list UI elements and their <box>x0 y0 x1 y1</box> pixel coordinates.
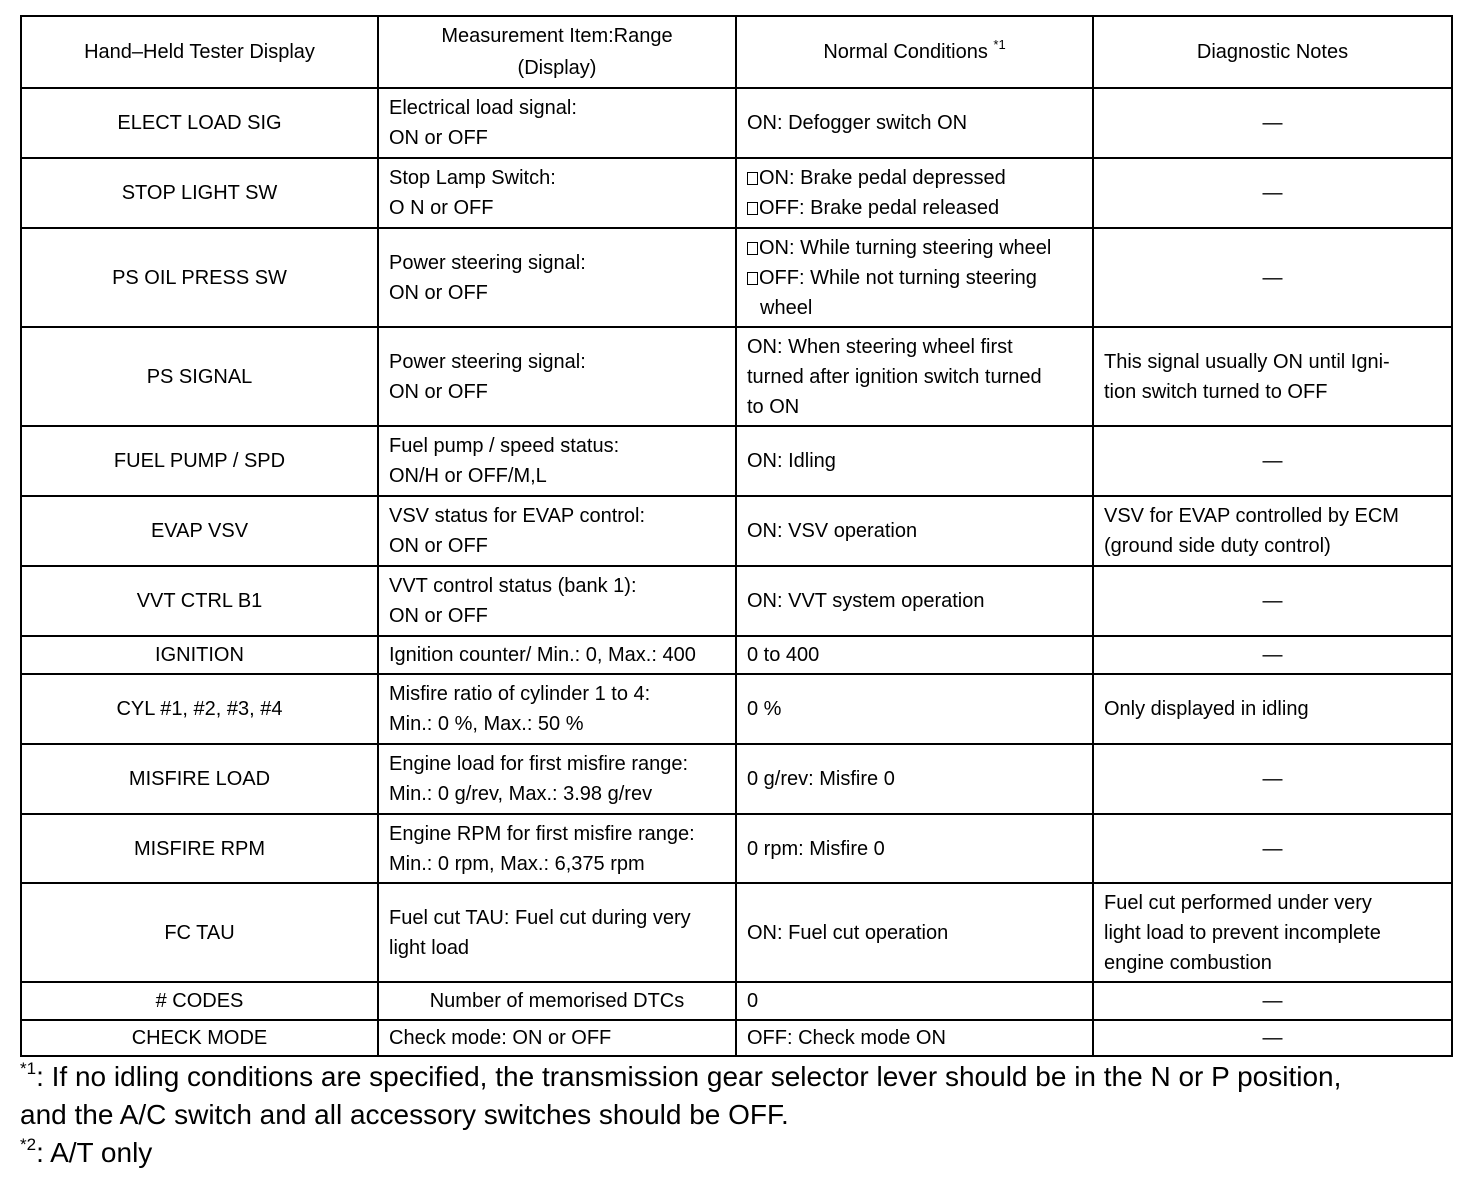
diagnostic-notes-cell: Fuel cut performed under very light load to prevent incomplete engine combustion <box>1093 883 1452 982</box>
diagnostic-notes-cell: — <box>1093 426 1452 496</box>
measurement-item-cell: Power steering signal: ON or OFF <box>378 327 736 426</box>
measurement-item-cell: Fuel pump / speed status: ON/H or OFF/M,L <box>378 426 736 496</box>
header-diagnostic-notes: Diagnostic Notes <box>1093 16 1452 88</box>
normal-conditions-cell: ON: Idling <box>736 426 1093 496</box>
table-row <box>21 496 1452 566</box>
tester-display-cell: STOP LIGHT SW <box>21 158 378 228</box>
footnote-1: $^{*1}$: If no idling conditions are specified, the transmission gear selector lever should be in the N or P position, and the A/C switch and all accessory switches should be OFF. <box>20 1059 1342 1130</box>
tester-display-cell: PS OIL PRESS SW <box>21 228 378 327</box>
table-row <box>21 883 1452 982</box>
table-header-row <box>21 16 1452 88</box>
normal-conditions-cell: ON: While turning steering wheel OFF: While not turning steering wheel <box>736 228 1093 327</box>
diagnostic-notes-cell: — <box>1093 744 1452 814</box>
diagnostic-table <box>20 15 1453 1057</box>
table-row <box>21 566 1452 636</box>
table-row <box>21 636 1452 674</box>
normal-conditions-cell: ON: Brake pedal depressed OFF: Brake pedal released <box>736 158 1093 228</box>
tester-display-cell: MISFIRE RPM <box>21 814 378 883</box>
header-tester-display: Hand–Held Tester Display <box>21 16 378 88</box>
measurement-item-cell: Stop Lamp Switch: O N or OFF <box>378 158 736 228</box>
normal-conditions-cell: 0 to 400 <box>736 636 1093 674</box>
header-measurement-item: Measurement Item:Range (Display) <box>378 16 736 88</box>
diagnostic-notes-cell: — <box>1093 1020 1452 1056</box>
normal-conditions-cell: ON: VVT system operation <box>736 566 1093 636</box>
header-normal-conditions: Normal Conditions $^{*1}$ <box>736 16 1093 88</box>
table-row <box>21 744 1452 814</box>
measurement-item-cell: Power steering signal: ON or OFF <box>378 228 736 327</box>
normal-conditions-cell: OFF: Check mode ON <box>736 1020 1093 1056</box>
table-row <box>21 814 1452 883</box>
table-row <box>21 674 1452 744</box>
normal-conditions-cell: 0 g/rev: Misfire 0 <box>736 744 1093 814</box>
normal-conditions-cell: 0 % <box>736 674 1093 744</box>
tester-display-cell: CHECK MODE <box>21 1020 378 1056</box>
diagnostic-notes-cell: VSV for EVAP controlled by ECM (ground side duty control) <box>1093 496 1452 566</box>
bullet-box-icon <box>747 272 758 285</box>
tester-display-cell: VVT CTRL B1 <box>21 566 378 636</box>
measurement-item-cell: Electrical load signal: ON or OFF <box>378 88 736 158</box>
normal-conditions-cell: ON: VSV operation <box>736 496 1093 566</box>
measurement-item-cell: Engine RPM for first misfire range: Min.: 0 rpm, Max.: 6,375 rpm <box>378 814 736 883</box>
table-row <box>21 426 1452 496</box>
diagnostic-notes-cell: — <box>1093 158 1452 228</box>
diagnostic-notes-cell: — <box>1093 982 1452 1020</box>
footnote-2: $^{*2}$: A/T only <box>20 1135 153 1168</box>
bullet-box-icon <box>747 202 758 215</box>
measurement-item-cell: Ignition counter/ Min.: 0, Max.: 400 <box>378 636 736 674</box>
footnote-ref-1: *1 <box>993 37 1006 52</box>
table-row <box>21 88 1452 158</box>
normal-conditions-cell: ON: Fuel cut operation <box>736 883 1093 982</box>
measurement-item-cell: Fuel cut TAU: Fuel cut during very light load <box>378 883 736 982</box>
diagnostic-notes-cell: — <box>1093 636 1452 674</box>
tester-display-cell: EVAP VSV <box>21 496 378 566</box>
footnote-2-mark: *2 <box>20 1135 37 1154</box>
tester-display-cell: PS SIGNAL <box>21 327 378 426</box>
tester-display-cell: FC TAU <box>21 883 378 982</box>
footnote-1-mark: *1 <box>20 1059 37 1078</box>
measurement-item-cell: Check mode: ON or OFF <box>378 1020 736 1056</box>
tester-display-cell: IGNITION <box>21 636 378 674</box>
table-row <box>21 228 1452 327</box>
diagnostic-notes-cell: — <box>1093 228 1452 327</box>
bullet-box-icon <box>747 172 758 185</box>
measurement-item-cell: VVT control status (bank 1): ON or OFF <box>378 566 736 636</box>
diagnostic-notes-cell: This signal usually ON until Igni- tion switch turned to OFF <box>1093 327 1452 426</box>
measurement-item-cell: Number of memorised DTCs <box>378 982 736 1020</box>
measurement-item-cell: Engine load for first misfire range: Min.: 0 g/rev, Max.: 3.98 g/rev <box>378 744 736 814</box>
tester-display-cell: CYL #1, #2, #3, #4 <box>21 674 378 744</box>
table-row <box>21 327 1452 426</box>
normal-conditions-cell: 0 rpm: Misfire 0 <box>736 814 1093 883</box>
normal-conditions-cell: 0 <box>736 982 1093 1020</box>
normal-conditions-cell: ON: When steering wheel first turned after ignition switch turned to ON <box>736 327 1093 426</box>
normal-conditions-cell: ON: Defogger switch ON <box>736 88 1093 158</box>
footnotes <box>20 1058 1460 1172</box>
tester-display-cell: MISFIRE LOAD <box>21 744 378 814</box>
diagnostic-notes-cell: — <box>1093 88 1452 158</box>
tester-display-cell: # CODES <box>21 982 378 1020</box>
measurement-item-cell: Misfire ratio of cylinder 1 to 4: Min.: 0 %, Max.: 50 % <box>378 674 736 744</box>
diagnostic-notes-cell: — <box>1093 814 1452 883</box>
table-row <box>21 158 1452 228</box>
measurement-item-cell: VSV status for EVAP control: ON or OFF <box>378 496 736 566</box>
table-row <box>21 982 1452 1020</box>
table-row <box>21 1020 1452 1056</box>
tester-display-cell: ELECT LOAD SIG <box>21 88 378 158</box>
tester-display-cell: FUEL PUMP / SPD <box>21 426 378 496</box>
diagnostic-notes-cell: Only displayed in idling <box>1093 674 1452 744</box>
diagnostic-notes-cell: — <box>1093 566 1452 636</box>
bullet-box-icon <box>747 242 758 255</box>
